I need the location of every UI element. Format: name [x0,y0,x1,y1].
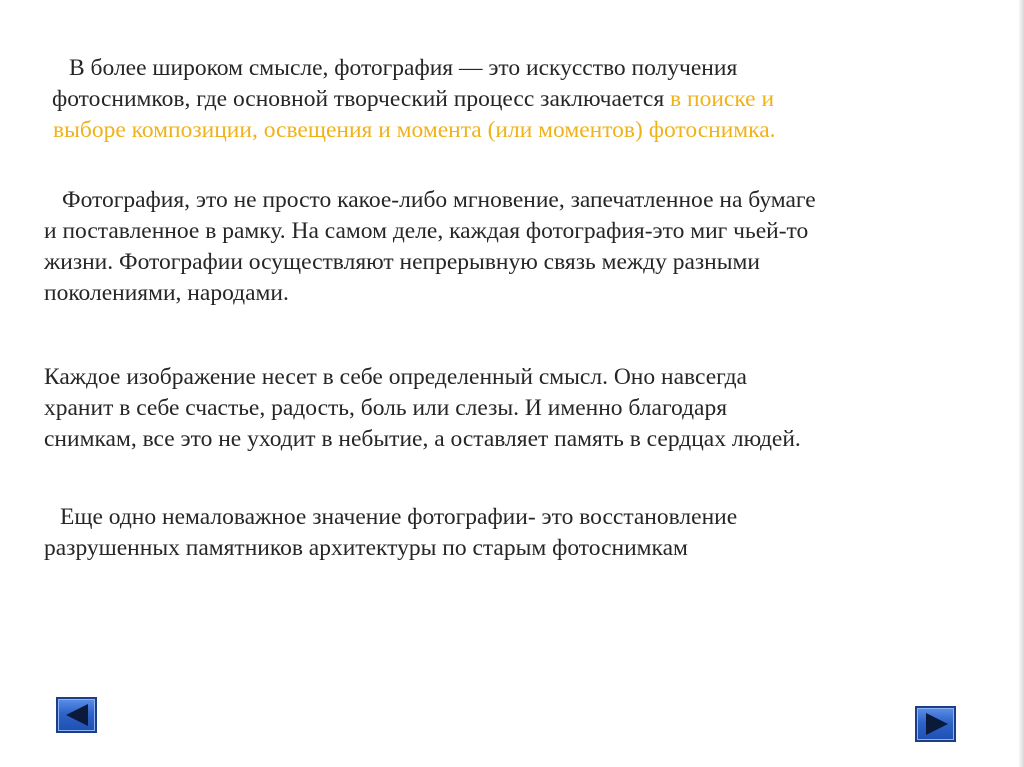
right-triangle-icon [926,713,948,735]
paragraph-meaning [44,362,801,455]
left-triangle-icon [66,704,88,726]
paragraph-line: разрушенных памятников архитектуры по старым фотоснимкам [44,535,688,561]
paragraph-line: В более широком смысле, фотография — это искусство получения [69,55,738,81]
paragraph-moment [44,185,816,309]
paragraph-restoration [44,502,737,564]
paragraph-definition [52,53,776,146]
next-slide-button[interactable] [915,706,956,742]
paragraph-line: снимкам, все это не уходит в небытие, а оставляет память в сердцах людей. [44,426,801,452]
paragraph-line: хранит в себе счастье, радость, боль или слезы. И именно благодаря [44,395,728,421]
paragraph-line: поколениями, народами. [44,280,289,306]
highlighted-text: в поиске и [670,86,775,112]
paragraph-line [52,84,776,115]
paragraph-line-text: фотоснимков, где основной творческий процесс заключается [52,86,671,112]
paragraph-line: и поставленное в рамку. На самом деле, каждая фотография-это миг чьей-то [44,218,809,244]
highlighted-line: выборе композиции, освещения и момента (или моментов) фотоснимка. [53,117,776,143]
paragraph-line: жизни. Фотографии осуществляют непрерывную связь между разными [44,249,760,275]
previous-slide-button[interactable] [56,697,97,733]
paragraph-line: Еще одно немаловажное значение фотографии- это восстановление [60,504,738,530]
paragraph-line: Фотография, это не просто какое-либо мгновение, запечатленное на бумаге [62,187,816,213]
paragraph-line: Каждое изображение несет в себе определенный смысл. Оно навсегда [44,364,747,390]
slide-edge-shadow [1018,0,1024,767]
